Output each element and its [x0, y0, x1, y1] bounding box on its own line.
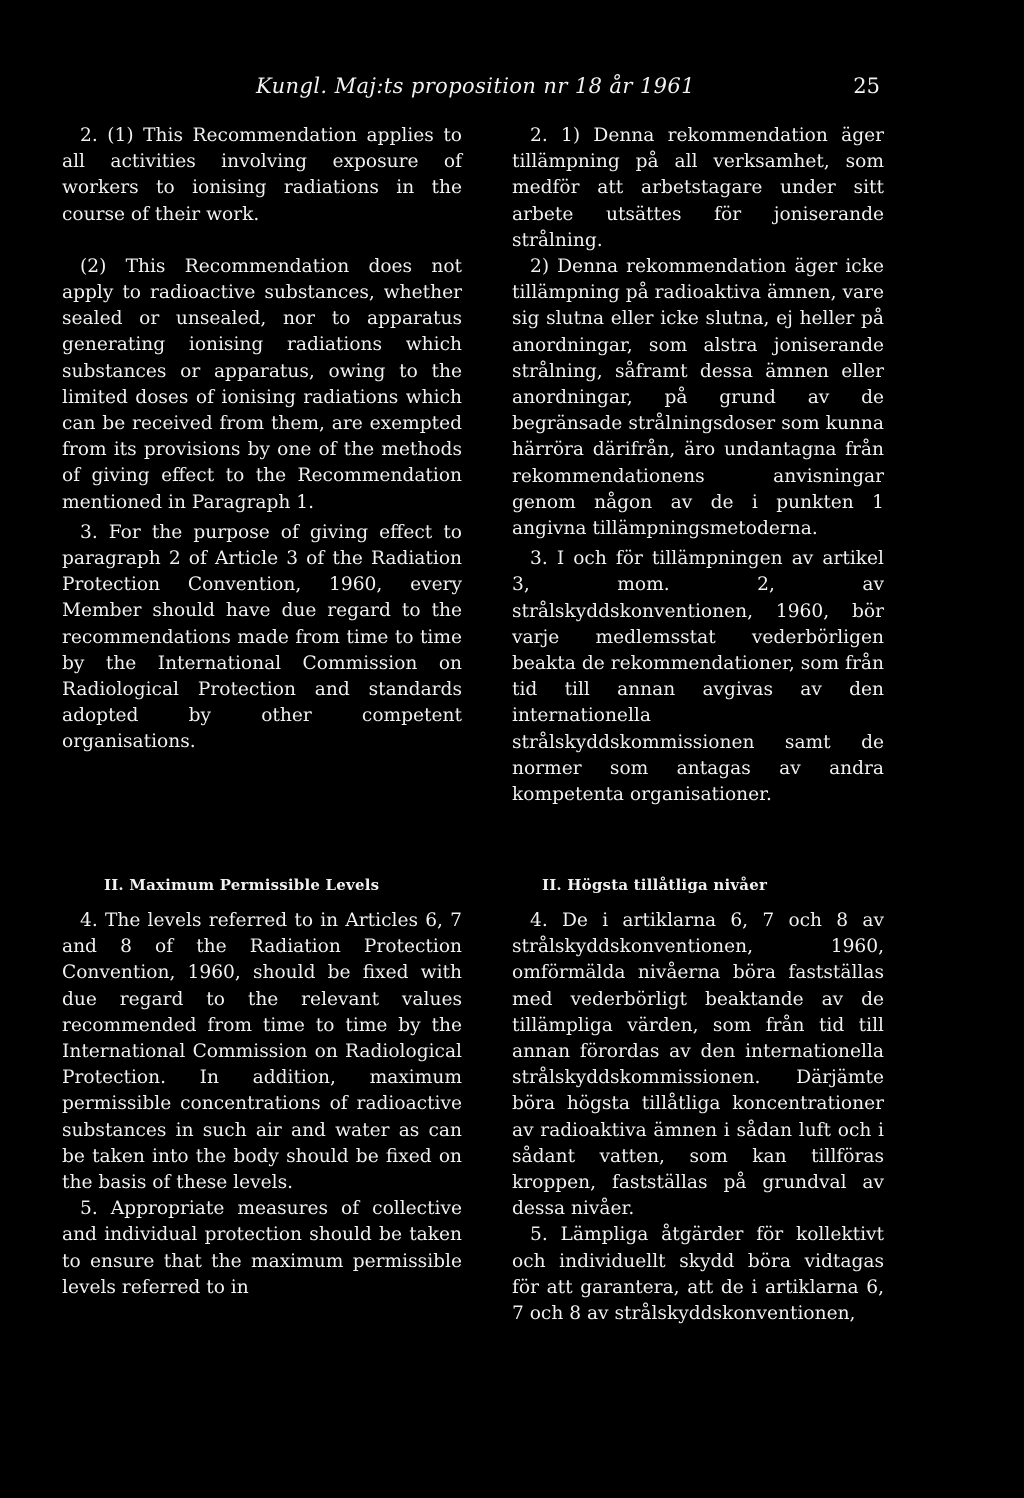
page-number: 25	[853, 74, 880, 98]
english-column-lower	[62, 908, 462, 1301]
swedish-column-lower	[512, 908, 884, 1327]
sv-section-heading: II. Högsta tillåtliga nivåer	[542, 876, 768, 894]
running-header	[256, 74, 880, 104]
en-paragraph-3: 3. For the purpose of giving effect to paragraph 2 of Article 3 of the Radiation Protection Convention, 1960, every Member should have due regard to the recommendations made from time to time by the International Commission on Radiological Protection and standards adopted by other competent organisations.	[62, 521, 462, 753]
sv-paragraph-2-2: 2) Denna rekommendation äger icke tillämpning på radioaktiva ämnen, vare sig slutna eller icke slutna, ej heller på anordningar, som alstra joniserande strålning, såframt dessa ämnen eller anordningar, på grund av de begränsade strålningsdoser som kunna härröra därifrån, äro undantagna från rekommendationens anvisningar genom någon av de i punkten 1 angivna tillämpningsmetoderna.	[512, 256, 884, 540]
en-paragraph-2-2: (2) This Recommendation does not apply to radioactive substances, whether sealed or unsealed, nor to apparatus generating ionising radiations which substances or apparatus, owing to the limited doses of ionising radiations which can be received from them, are exempted from its provisions by one of the methods of giving effect to the Recommendation mentioned in Paragraph 1.	[62, 255, 462, 513]
sv-paragraph-4: 4. De i artiklarna 6, 7 och 8 av strålskyddskonventionen, 1960, omförmälda nivåerna böra fastställas med vederbörligt beaktande av de tillämpliga värden, som från tid till annan förordas av den internationella strålskyddskommissionen. Därjämte böra högsta tillåtliga koncentrationer av radioaktiva ämnen i sådan luft och i sådant vatten, som kan tillföras kroppen, fastställas på grundval av dessa nivåer.	[512, 910, 884, 1220]
sv-paragraph-3: 3. I och för tillämpningen av artikel 3, mom. 2, av strålskyddskonventionen, 1960, bör varje medlemsstat vederbörligen beakta de rekommendationer, som från tid till annan avgivas av den internationella strålskyddskommissionen samt de normer som antagas av andra kompetenta organisationer.	[512, 548, 884, 806]
en-section-heading: II. Maximum Permissible Levels	[104, 876, 380, 894]
header-title: Kungl. Maj:ts proposition nr 18 år 1961	[256, 74, 695, 98]
en-paragraph-4: 4. The levels referred to in Articles 6, 7 and 8 of the Radiation Protection Convention, 1960, should be fixed with due regard to the relevant values recommended from time to time by the International Commission on Radiological Protection. In addition, maximum permissible concentrations of radioactive substances in such air and water as can be taken into the body should be fixed on the basis of these levels.	[62, 910, 462, 1194]
en-paragraph-2-1: 2. (1) This Recommendation applies to all activities involving exposure of workers to ionising radiations in the course of their work.	[62, 125, 462, 225]
english-column-upper	[62, 123, 462, 756]
swedish-column-upper	[512, 123, 884, 808]
sv-paragraph-2-1: 2. 1) Denna rekommendation äger tillämpning på all verksamhet, som medför att arbetstagare under sitt arbete utsättes för joniserande strålning.	[512, 125, 884, 251]
en-paragraph-5: 5. Appropriate measures of collective and individual protection should be taken to ensure that the maximum permissible levels referred to in	[62, 1198, 462, 1298]
sv-paragraph-5: 5. Lämpliga åtgärder för kollektivt och individuellt skydd böra vidtagas för att garantera, att de i artiklarna 6, 7 och 8 av strålskyddskonventionen,	[512, 1224, 884, 1325]
